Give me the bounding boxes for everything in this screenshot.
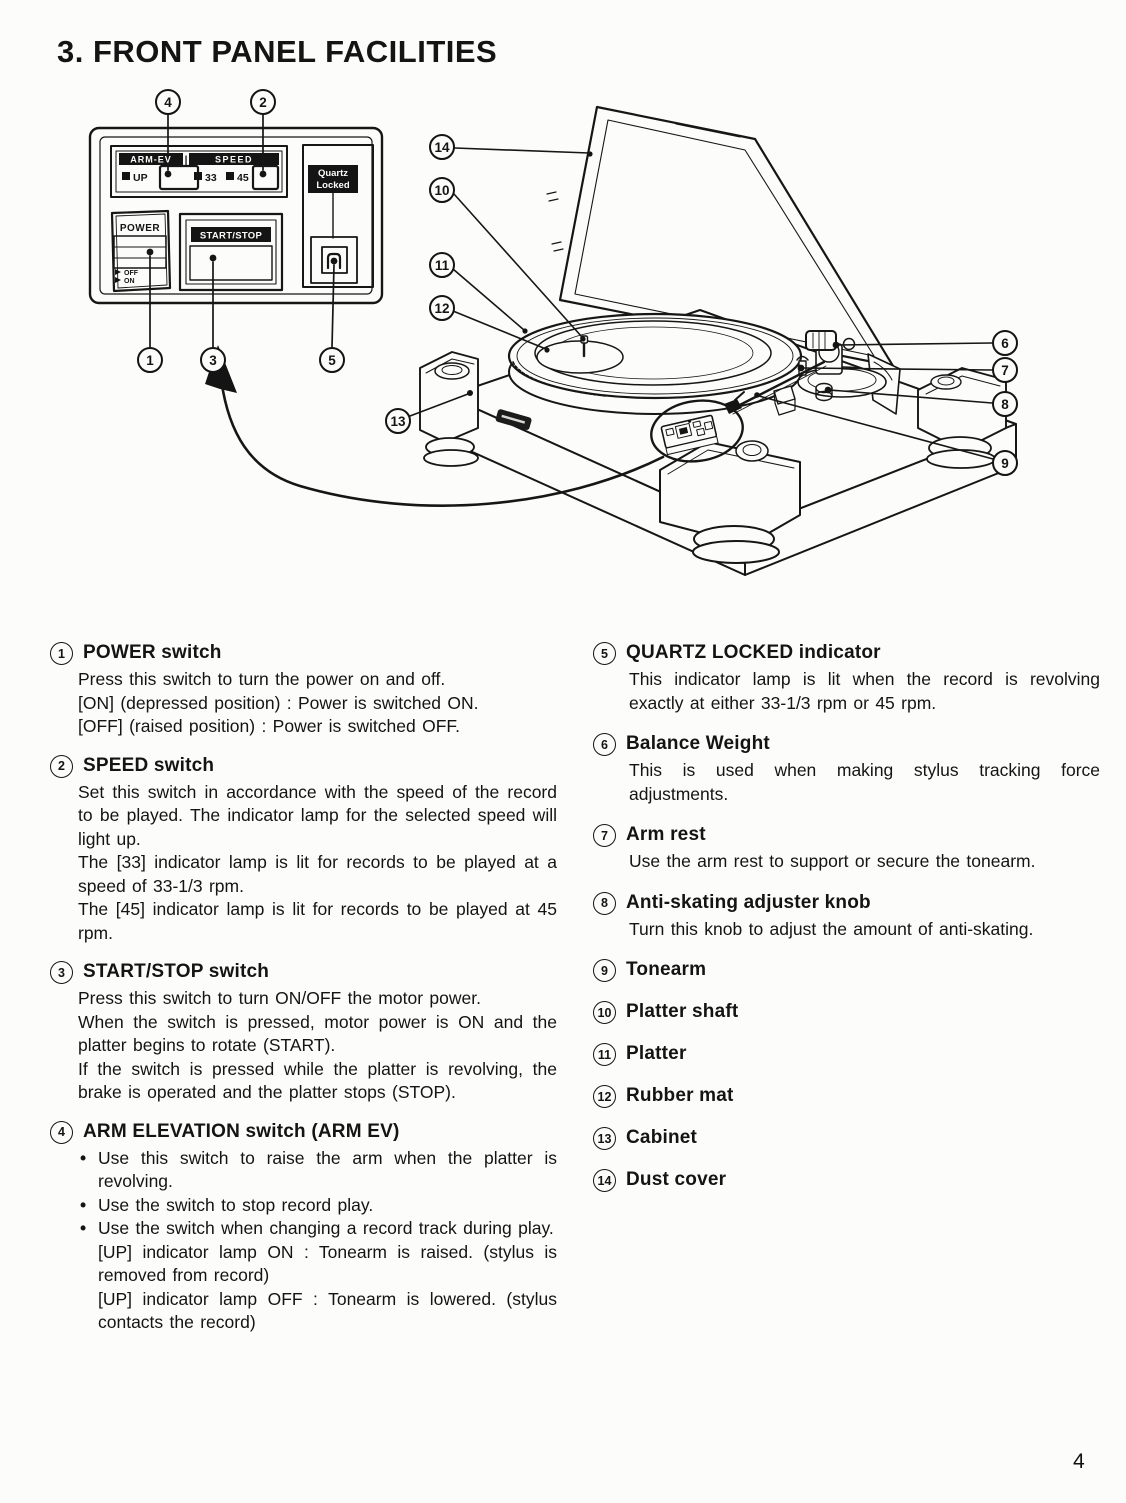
section-cabinet (593, 1126, 1100, 1150)
section-number-badge: 2 (50, 755, 73, 778)
section-start-stop-switch (50, 960, 557, 1105)
bullet-list (78, 1147, 557, 1241)
callout-7: 7 (992, 357, 1018, 383)
paragraph: The [45] indicator lamp is lit for records to be played at 45 rpm. (78, 899, 557, 943)
lamp-45-icon (226, 172, 234, 180)
section-title: START/STOP switch (83, 961, 270, 982)
paragraph: Turn this knob to adjust the amount of anti-skating. (629, 918, 1034, 939)
section-number-badge: 5 (593, 642, 616, 665)
up-label: UP (133, 172, 148, 184)
section-title: Cabinet (626, 1127, 698, 1148)
bullet-item: • Use this switch to raise the arm when the platter is revolving. (78, 1147, 557, 1194)
platter-drawing (509, 314, 801, 414)
section-dust-cover (593, 1168, 1100, 1192)
paragraph: This is used when making stylus tracking force adjustments. (629, 760, 1100, 804)
section-number-badge: 11 (593, 1043, 616, 1066)
callout-12: 12 (429, 295, 455, 321)
section-arm-elevation-switch (50, 1120, 557, 1335)
paragraph: Use the arm rest to support or secure the tonearm. (629, 851, 1036, 871)
section-balance-weight (593, 732, 1100, 806)
quartz-locked-drawing (303, 145, 373, 287)
paragraph: Set this switch in accordance with the speed of the record to be played. The indicator lamp for the selected speed will light up. (78, 781, 557, 849)
power-label: POWER (119, 223, 161, 234)
arm-elevation-button (160, 166, 198, 189)
page-title: 3. FRONT PANEL FACILITIES (57, 34, 498, 69)
section-tonearm (593, 958, 1100, 982)
paragraph: This indicator lamp is lit when the record is revolving exactly at either 33-1/3 rpm or 45 rpm. (629, 669, 1100, 713)
record-center (537, 341, 623, 373)
section-title: QUARTZ LOCKED indicator (626, 642, 881, 663)
callout-10: 10 (429, 177, 455, 203)
section-number-badge: 1 (50, 642, 73, 665)
section-number-badge: 13 (593, 1127, 616, 1150)
section-number-badge: 7 (593, 824, 616, 847)
callout-3: 3 (200, 347, 226, 373)
paragraph: When the switch is pressed, motor power is ON and the platter begins to rotate (START). (78, 1011, 557, 1055)
section-speed-switch (50, 754, 557, 946)
section-title: Balance Weight (626, 733, 770, 754)
section-title: Platter shaft (626, 1001, 739, 1022)
paragraph: Press this switch to turn the power on and off. (78, 669, 446, 689)
separator-glyph: | (184, 155, 188, 166)
callout-11: 11 (429, 252, 455, 278)
section-title: POWER switch (83, 642, 222, 663)
page-number: 4 (1073, 1450, 1085, 1473)
section-number-badge: 12 (593, 1085, 616, 1108)
quartz-label-line2: Locked (316, 180, 350, 191)
left-column (50, 641, 557, 1350)
callout-1: 1 (137, 347, 163, 373)
paragraph: [UP] indicator lamp ON : Tonearm is raised. (stylus is removed from record) (98, 1241, 557, 1285)
section-platter (593, 1042, 1100, 1066)
quartz-label-line1: Quartz (317, 168, 349, 179)
bullet-item: • Use the switch to stop record play. (78, 1194, 557, 1218)
paragraph: The [33] indicator lamp is lit for records to be played at a speed of 33-1/3 rpm. (78, 852, 557, 896)
section-title: Platter (626, 1043, 687, 1064)
speed-label: SPEED (214, 154, 254, 165)
start-stop-switch-drawing (180, 214, 282, 290)
section-number-badge: 4 (50, 1121, 73, 1144)
paragraph: Press this switch to turn ON/OFF the motor power. (78, 988, 481, 1008)
paragraph: [OFF] (raised position) : Power is switched OFF. (78, 716, 460, 736)
label-45: 45 (237, 172, 249, 184)
section-title: Dust cover (626, 1169, 727, 1190)
callout-2: 2 (250, 89, 276, 115)
section-arm-rest (593, 823, 1100, 874)
section-title: SPEED switch (83, 754, 215, 776)
section-quartz-locked-indicator (593, 641, 1100, 715)
bullet-item: • Use the switch when changing a record track during play. (78, 1217, 557, 1241)
callout-14: 14 (429, 134, 455, 160)
start-stop-label: START/STOP (199, 230, 263, 242)
section-power-switch (50, 641, 557, 739)
off-label: OFF (124, 270, 138, 277)
section-number-badge: 8 (593, 892, 616, 915)
balance-weight (806, 331, 836, 350)
section-number-badge: 10 (593, 1001, 616, 1024)
callout-5: 5 (319, 347, 345, 373)
section-title: Anti-skating adjuster knob (626, 891, 871, 913)
paragraph: If the switch is pressed while the platter is revolving, the brake is operated and the platter stops (STOP). (78, 1058, 557, 1102)
section-title: Rubber mat (626, 1085, 734, 1106)
section-anti-skating-knob (593, 891, 1100, 942)
speed-button (253, 166, 278, 189)
right-column (593, 641, 1100, 1210)
section-number-badge: 3 (50, 961, 73, 984)
on-label: ON (124, 278, 135, 285)
paragraph: [ON] (depressed position) : Power is switched ON. (78, 692, 479, 713)
section-number-badge: 6 (593, 733, 616, 756)
section-rubber-mat (593, 1084, 1100, 1108)
section-number-badge: 9 (593, 959, 616, 982)
up-lamp-icon (122, 172, 130, 180)
section-title: Arm rest (626, 824, 706, 845)
callout-13: 13 (385, 408, 411, 434)
section-title: Tonearm (626, 959, 707, 980)
callout-8: 8 (992, 391, 1018, 417)
callout-9: 9 (992, 450, 1018, 476)
section-title: ARM ELEVATION switch (ARM EV) (83, 1120, 400, 1142)
paragraph: [UP] indicator lamp OFF : Tonearm is lowered. (stylus contacts the record) (98, 1288, 557, 1332)
callout-6: 6 (992, 330, 1018, 356)
label-33: 33 (205, 172, 217, 184)
arm-ev-label: ARM-EV (130, 154, 172, 165)
section-number-badge: 14 (593, 1169, 616, 1192)
section-platter-shaft (593, 1000, 1100, 1024)
callout-4: 4 (155, 89, 181, 115)
